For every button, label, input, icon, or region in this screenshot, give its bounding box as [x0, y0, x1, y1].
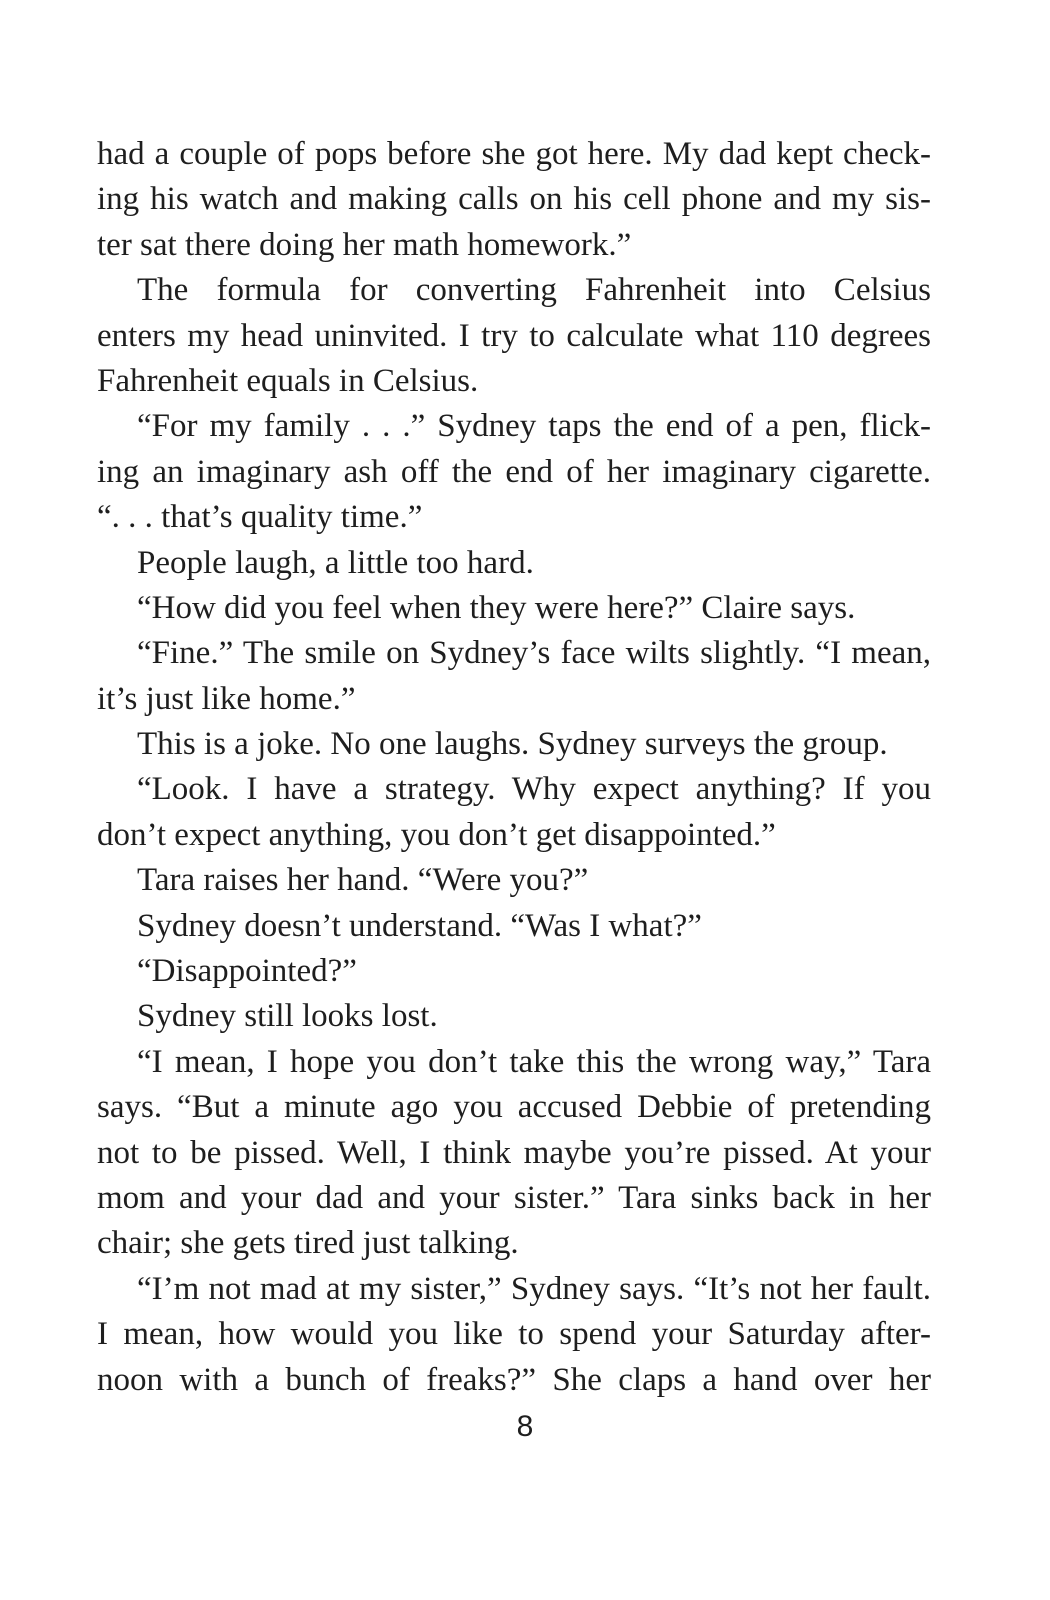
text-line: “I’m not mad at my sister,” Sydney says. “It’s not her fault. — [137, 1270, 931, 1307]
text-line: Sydney doesn’t understand. “Was I what?” — [137, 907, 702, 944]
text-line: “I mean, I hope you don’t take this the wrong way,” Tara — [137, 1043, 931, 1080]
page-number: 8 — [516, 1410, 534, 1443]
text-line: Tara raises her hand. “Were you?” — [137, 862, 589, 899]
text-line: The formula for converting Fahrenheit into Celsius — [137, 272, 931, 309]
text-line: “How did you feel when they were here?” Claire says. — [137, 589, 856, 626]
text-line: “. . . that’s quality time.” — [97, 499, 423, 536]
text-line: ing an imaginary ash off the end of her imaginary cigarette. — [97, 453, 931, 490]
body-text — [97, 132, 931, 1403]
text-line: mom and your dad and your sister.” Tara sinks back in her — [97, 1179, 931, 1216]
text-line: chair; she gets tired just talking. — [97, 1225, 519, 1262]
text-line: “Fine.” The smile on Sydney’s face wilts slightly. “I mean, — [137, 635, 931, 672]
text-line: don’t expect anything, you don’t get disappointed.” — [97, 816, 776, 853]
text-line: not to be pissed. Well, I think maybe you’re pissed. At your — [97, 1134, 931, 1171]
text-line: noon with a bunch of freaks?” She claps a hand over her — [97, 1361, 931, 1398]
text-line: This is a joke. No one laughs. Sydney surveys the group. — [137, 726, 888, 763]
text-line: “Disappointed?” — [137, 953, 357, 990]
text-line: enters my head uninvited. I try to calculate what 110 degrees — [97, 317, 931, 354]
text-line: Sydney still looks lost. — [137, 998, 438, 1035]
text-line: I mean, how would you like to spend your Saturday after- — [97, 1316, 931, 1353]
text-line: ing his watch and making calls on his cell phone and my sis- — [97, 181, 931, 218]
text-line: says. “But a minute ago you accused Debbie of pretending — [97, 1089, 931, 1126]
text-line: Fahrenheit equals in Celsius. — [97, 362, 479, 399]
text-line: had a couple of pops before she got here. My dad kept check- — [97, 136, 931, 172]
text-line: “Look. I have a strategy. Why expect anything? If you — [137, 771, 931, 808]
text-line: “For my family . . .” Sydney taps the end of a pen, flick- — [137, 408, 931, 445]
text-line: it’s just like home.” — [97, 680, 356, 717]
text-line: ter sat there doing her math homework.” — [97, 226, 632, 263]
text-line: People laugh, a little too hard. — [137, 544, 534, 581]
